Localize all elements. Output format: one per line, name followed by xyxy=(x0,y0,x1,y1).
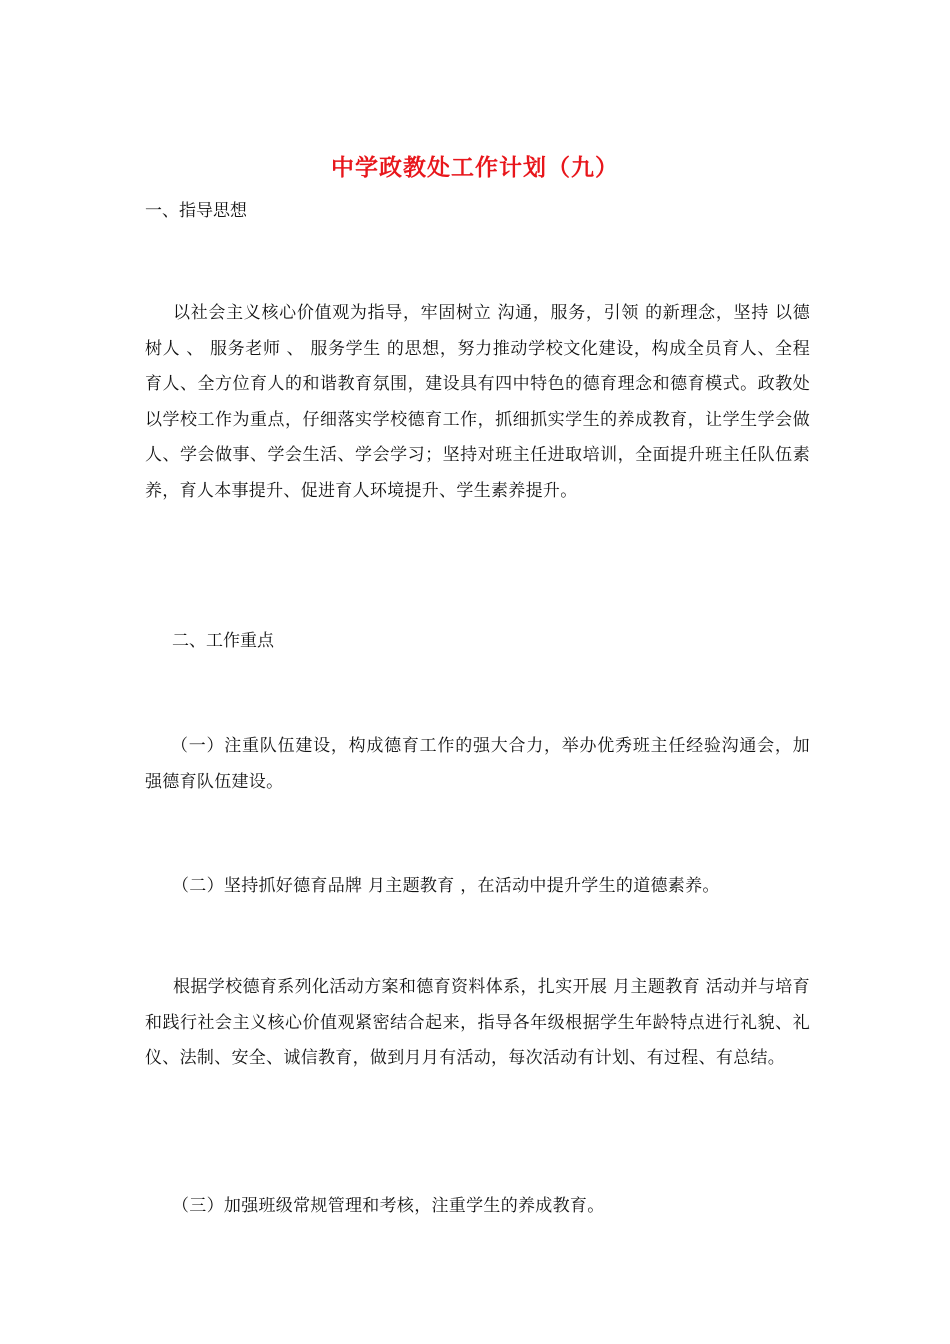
section-heading-guiding-thought: 一、指导思想 xyxy=(145,201,247,221)
work-item-1: （一）注重队伍建设，构成德育工作的强大合力，举办优秀班主任经验沟通会，加强德育队伍建设。 xyxy=(145,736,810,792)
section-paragraph-guiding-thought: 以社会主义核心价值观为指导，牢固树立 沟通，服务，引领 的新理念，坚持 以德树人 、 服务老师 、 服务学生 的思想，努力推动学校文化建设，构成全员育人、全程育人、全方位育人的和谐教育氛围，建设具有四中特色的德育理念和德育模式。政教处以学校工作为重点，仔细落实学校德育工作，抓细抓实学生的养成教育，让学生学会做人、学会做事、学会生活、学会学习；坚持对班主任进取培训，全面提升班主任队伍素养，育人本事提升、促进育人环境提升、学生素养提升。 xyxy=(145,303,810,501)
document-title: 中学政教处工作计划（九） xyxy=(331,154,619,181)
work-item-2-paragraph: 根据学校德育系列化活动方案和德育资料体系，扎实开展 月主题教育 活动并与培育和践行社会主义核心价值观紧密结合起来，指导各年级根据学生年龄特点进行礼貌、礼仪、法制、安全、诚信教育，做到月月有活动，每次活动有计划、有过程、有总结。 xyxy=(145,977,810,1068)
section-heading-work-focus: 二、工作重点 xyxy=(172,631,274,651)
work-item-2: （二）坚持抓好德育品牌 月主题教育 ，在活动中提升学生的道德素养。 xyxy=(172,876,720,896)
work-item-3: （三）加强班级常规管理和考核，注重学生的养成教育。 xyxy=(172,1196,605,1216)
